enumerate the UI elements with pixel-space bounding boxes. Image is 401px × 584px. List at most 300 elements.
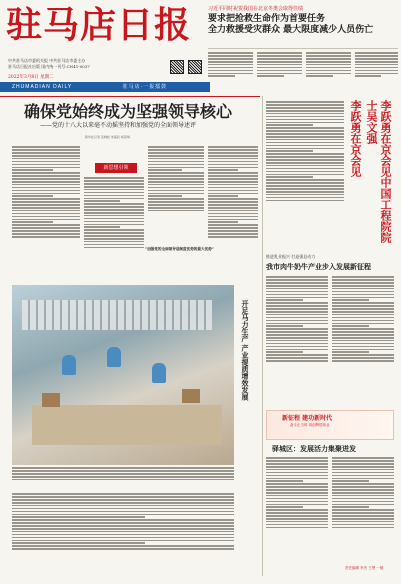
text-line [306, 70, 351, 72]
text-line [332, 512, 394, 514]
text-line [148, 155, 204, 157]
text-line [208, 70, 253, 72]
text-line [84, 183, 144, 185]
text-line [84, 206, 144, 208]
text-line [257, 70, 302, 72]
text-line [12, 155, 80, 157]
text-line [266, 469, 328, 471]
text-line [148, 193, 204, 195]
text-line [257, 73, 302, 75]
text-line [266, 130, 344, 132]
text-line [332, 460, 394, 462]
text-line [12, 233, 80, 235]
text-line [266, 518, 328, 520]
text-line [12, 158, 80, 160]
text-line [12, 216, 80, 218]
text-line [208, 64, 253, 66]
text-line [12, 545, 234, 547]
text-line [266, 104, 344, 106]
text-line [266, 466, 328, 468]
text-line [148, 190, 204, 192]
text-line [266, 340, 328, 342]
text-line [332, 506, 369, 508]
text-line [332, 320, 394, 322]
text-line [12, 207, 80, 209]
text-line [355, 64, 398, 66]
text-line [332, 279, 394, 281]
text-line [12, 227, 80, 229]
text-line [332, 340, 394, 342]
text-line [266, 156, 344, 158]
text-line [266, 317, 328, 319]
body-text [84, 176, 144, 281]
text-line [266, 124, 313, 126]
text-line [208, 175, 258, 177]
text-line [12, 476, 234, 478]
text-line [208, 187, 258, 189]
text-line [306, 73, 351, 75]
text-line [266, 337, 328, 339]
body-text [266, 100, 344, 248]
text-line [332, 521, 394, 523]
text-line [84, 244, 144, 246]
photo-caption-title: 开足马力生产 产业提质增效发展 [241, 300, 250, 401]
text-line [332, 515, 394, 517]
text-line [266, 148, 344, 150]
text-line [12, 534, 234, 536]
text-line [208, 152, 258, 154]
text-line [266, 297, 328, 299]
text-line [332, 354, 394, 356]
text-line [12, 519, 234, 521]
text-line [266, 127, 344, 129]
text-line [208, 233, 258, 235]
text-line [12, 221, 53, 223]
text-line [266, 495, 328, 497]
text-line [208, 227, 258, 229]
text-line [12, 210, 80, 212]
text-line [12, 508, 234, 510]
text-line [266, 302, 328, 304]
text-line [208, 155, 258, 157]
text-line [332, 475, 394, 477]
text-line [266, 320, 328, 322]
text-line [208, 230, 258, 232]
factory-photo [12, 285, 234, 465]
text-line [148, 152, 204, 154]
text-line [355, 55, 398, 57]
text-line [266, 457, 328, 459]
text-line [332, 276, 394, 278]
text-line [208, 52, 253, 54]
text-line [332, 297, 394, 299]
text-line [208, 221, 238, 223]
body-text [12, 145, 80, 280]
body-text [355, 51, 398, 91]
text-line [266, 515, 328, 517]
text-line [12, 522, 234, 524]
pull-quote: “加强党的全面领导是制度优势的最大优势” [145, 247, 214, 251]
text-line [266, 486, 328, 488]
text-line [84, 180, 144, 182]
text-line [208, 216, 258, 218]
text-line [12, 540, 234, 542]
text-line [266, 506, 303, 508]
text-line [208, 219, 258, 221]
text-line [84, 192, 144, 194]
body-text [12, 492, 234, 577]
text-line [266, 509, 328, 511]
text-line [332, 472, 394, 474]
text-line [208, 181, 258, 183]
masthead-subtitle [8, 58, 158, 69]
text-line [257, 61, 302, 63]
text-line [266, 311, 328, 313]
text-line [332, 524, 394, 526]
text-line [266, 116, 344, 118]
text-line [12, 224, 80, 226]
text-line [266, 314, 328, 316]
text-line [208, 67, 253, 69]
main-story-subtitle: ——党的十八大以来毫不动摇坚持和加强党的全面领导述评 [40, 122, 197, 129]
photo-worker [152, 363, 166, 383]
text-line [306, 61, 351, 63]
text-line [84, 215, 144, 217]
text-line [266, 360, 328, 362]
text-line [12, 496, 234, 498]
text-line [332, 498, 394, 500]
body-text [332, 275, 394, 405]
top-story-kicker: 习近平同时祝贺我国在北京冬奥会取得佳绩 [208, 6, 304, 12]
text-line [208, 184, 258, 186]
body-text [332, 456, 394, 564]
text-line [266, 288, 328, 290]
text-line [257, 64, 302, 66]
text-line [84, 241, 144, 243]
text-line [266, 285, 328, 287]
text-line [266, 475, 328, 477]
text-line [332, 463, 394, 465]
text-line [12, 499, 234, 501]
text-line [332, 518, 394, 520]
banner-right-text: 驻马店·一报擂鼓 [122, 84, 168, 90]
text-line [148, 201, 204, 203]
text-line [332, 495, 394, 497]
text-line [148, 172, 204, 174]
text-line [332, 299, 369, 301]
text-line [266, 463, 328, 465]
text-line [306, 67, 351, 69]
body-text [306, 51, 351, 91]
photo-worker [107, 347, 121, 367]
text-line [266, 478, 328, 480]
text-line [266, 323, 328, 325]
text-line [355, 52, 398, 54]
text-line [266, 165, 344, 167]
text-line [12, 213, 80, 215]
text-line [266, 150, 313, 152]
text-line [355, 73, 398, 75]
text-line [266, 182, 344, 184]
text-line [332, 527, 394, 529]
text-line [266, 194, 344, 196]
text-line [266, 501, 328, 503]
text-line [332, 337, 394, 339]
text-line [12, 195, 53, 197]
text-line [266, 197, 344, 199]
body-text [208, 145, 258, 280]
text-line [266, 191, 344, 193]
text-line [12, 172, 80, 174]
text-line [84, 200, 120, 202]
text-line [266, 331, 328, 333]
top-story-line: 要求把抢救生命作为首要任务 [208, 14, 326, 24]
text-line [12, 201, 80, 203]
text-line [12, 193, 80, 195]
text-line [266, 460, 328, 462]
issue-date: 2022年3月8日 星期二 [8, 75, 54, 80]
text-line [12, 164, 80, 166]
subtitle-line: 中共驻马店市委机关报 中共驻马店市委主办 [8, 58, 86, 63]
text-line [84, 247, 144, 249]
text-line [208, 195, 238, 197]
text-line [332, 486, 394, 488]
english-title: ZHUMADIAN DAILY [12, 84, 73, 90]
text-line [332, 323, 394, 325]
qr-code-icon [170, 60, 184, 74]
text-line [12, 531, 234, 533]
text-line [148, 169, 182, 171]
text-line [148, 195, 182, 197]
text-line [208, 204, 258, 206]
text-line [148, 207, 204, 209]
text-line [266, 168, 344, 170]
text-line [332, 504, 394, 506]
text-line [332, 501, 394, 503]
text-line [208, 224, 258, 226]
text-line [332, 282, 394, 284]
text-line [84, 232, 144, 234]
text-line [12, 184, 80, 186]
text-line [266, 346, 328, 348]
text-line [266, 113, 344, 115]
text-line [12, 493, 234, 495]
text-line [266, 524, 328, 526]
text-line [332, 480, 369, 482]
text-line [266, 308, 328, 310]
text-line [266, 480, 303, 482]
text-line [12, 516, 145, 518]
text-line [12, 178, 80, 180]
text-line [84, 212, 144, 214]
body-text [266, 456, 328, 564]
text-line [306, 75, 333, 77]
text-line [266, 159, 344, 161]
text-line [266, 351, 303, 353]
text-line [266, 472, 328, 474]
text-line [332, 360, 394, 362]
text-line [332, 483, 394, 485]
text-line [12, 146, 80, 148]
text-line [12, 175, 80, 177]
text-line [332, 311, 394, 313]
text-line [208, 193, 258, 195]
text-line [306, 58, 351, 60]
text-line [208, 172, 258, 174]
banner-title: 新征程 建功新时代 [282, 415, 333, 422]
text-line [266, 299, 303, 301]
text-line [332, 288, 394, 290]
bottom-story-title: 驿城区：发展活力集聚迸发 [272, 444, 356, 453]
text-line [12, 169, 53, 171]
text-line [306, 64, 351, 66]
text-line [84, 221, 144, 223]
text-line [266, 489, 328, 491]
text-line [266, 107, 344, 109]
body-text [266, 275, 328, 405]
text-line [12, 152, 80, 154]
text-line [332, 509, 394, 511]
text-line [148, 198, 204, 200]
photo-table [32, 405, 222, 445]
text-line [355, 61, 398, 63]
text-line [148, 181, 204, 183]
text-line [12, 181, 80, 183]
text-line [306, 55, 351, 57]
text-line [12, 161, 80, 163]
text-line [332, 291, 394, 293]
text-line [355, 58, 398, 60]
text-line [266, 325, 303, 327]
text-line [266, 343, 328, 345]
text-line [332, 466, 394, 468]
qr-code-icon [188, 60, 202, 74]
text-line [266, 498, 328, 500]
text-line [12, 230, 80, 232]
text-line [266, 153, 344, 155]
text-line [332, 334, 394, 336]
text-line [266, 171, 344, 173]
text-line [266, 110, 344, 112]
text-line [266, 162, 344, 164]
text-line [208, 158, 258, 160]
photo-box [42, 393, 60, 407]
banner-subtitle: 奋斗正当时 再创辉煌伟业 [290, 423, 330, 427]
text-line [208, 210, 258, 212]
text-line [84, 203, 144, 205]
text-line [266, 276, 328, 278]
text-line [148, 210, 204, 212]
text-line [306, 52, 351, 54]
masthead-title: 驻马店日报 [6, 4, 192, 46]
text-line [266, 294, 328, 296]
text-line [12, 190, 80, 192]
text-line [266, 492, 328, 494]
text-line [332, 314, 394, 316]
text-line [208, 161, 258, 163]
body-text [257, 51, 302, 91]
text-line [332, 317, 394, 319]
text-line [148, 146, 204, 148]
vertical-headline: 李跃勇在京会见 [349, 100, 362, 177]
text-line [266, 291, 328, 293]
text-line [84, 224, 144, 226]
text-line [266, 176, 313, 178]
main-story-title: 确保党始终成为坚强领导核心 [24, 102, 233, 121]
text-line [332, 478, 394, 480]
text-line [266, 119, 344, 121]
text-line [266, 357, 328, 359]
text-line [12, 514, 234, 516]
text-line [208, 61, 253, 63]
page-footer: 责任编辑 李杰 王贤 一版 [345, 566, 384, 570]
text-line [266, 139, 344, 141]
mid-story-kicker: 推进乳业振兴 打造强县动力 [266, 254, 316, 259]
text-line [84, 235, 144, 237]
text-line [84, 226, 120, 228]
text-line [208, 236, 258, 238]
text-line [12, 236, 80, 238]
text-line [12, 167, 80, 169]
text-line [332, 469, 394, 471]
divider [0, 96, 260, 97]
text-line [148, 161, 204, 163]
text-line [208, 167, 258, 169]
photo-rack [22, 300, 212, 330]
text-line [266, 512, 328, 514]
text-line [266, 527, 328, 529]
text-line [355, 67, 398, 69]
text-line [12, 537, 234, 539]
divider [262, 96, 263, 576]
text-line [266, 136, 344, 138]
section-tag: 新思想引领 [95, 163, 137, 173]
text-line [257, 58, 302, 60]
text-line [208, 58, 253, 60]
text-line [84, 177, 144, 179]
text-line [332, 343, 394, 345]
text-line [12, 467, 234, 469]
text-line [266, 305, 328, 307]
text-line [12, 470, 234, 472]
text-line [266, 521, 328, 523]
subtitle-line: 驻马店日报社出版 国内统一刊号:CN41-0037 [8, 63, 90, 69]
text-line [266, 504, 328, 506]
text-line [332, 294, 394, 296]
text-line [257, 55, 302, 57]
text-line [208, 73, 253, 75]
text-line [332, 302, 394, 304]
text-line [12, 505, 234, 507]
text-line [257, 52, 302, 54]
text-line [84, 209, 144, 211]
text-line [148, 184, 204, 186]
text-line [84, 189, 144, 191]
text-line [12, 542, 145, 544]
text-line [266, 188, 344, 190]
text-line [12, 473, 234, 475]
text-line [84, 195, 144, 197]
photo-worker [62, 355, 76, 375]
text-line [208, 146, 258, 148]
text-line [355, 70, 398, 72]
body-text [208, 51, 253, 91]
vertical-headline-full: 李跃勇在京会见中国工程院院士吴文强 [365, 100, 392, 243]
text-line [12, 204, 80, 206]
photo-caption [12, 466, 234, 488]
text-line [12, 149, 80, 151]
text-line [208, 75, 235, 77]
